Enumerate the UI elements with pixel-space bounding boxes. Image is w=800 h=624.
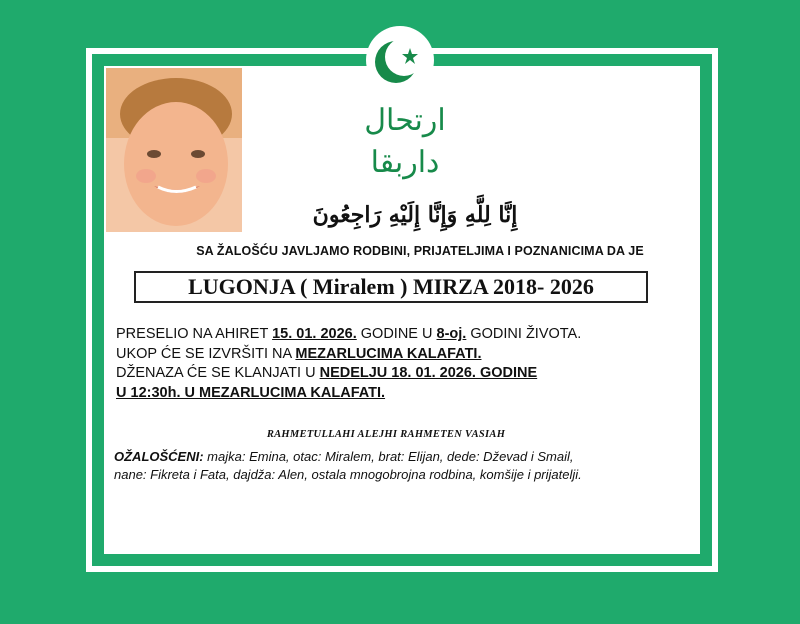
mourners-label: OŽALOŠĆENI: [114,449,204,464]
details-line-3 [116,364,696,384]
death-date: 15. 01. 2026. [272,326,357,342]
age-year: 8-oj. [436,326,467,342]
details-line-2 [116,345,696,365]
mourners-line-1 [114,448,694,466]
deceased-name-box [134,271,648,303]
details-line-3-prefix: DŽENAZA ĆE SE KLANJATI U [116,365,320,381]
details-line-2-prefix: UKOP ĆE SE IZVRŠITI NA [116,345,296,362]
prayer-line: RAHMETULLAHI ALEJHI RAHMETEN VASIAH [266,429,506,440]
details-line-1-suffix: GODINI ŽIVOTA. [466,326,582,342]
janaza-date: NEDELJU 18. 01. 2026. GODINE [319,365,538,381]
arabic-verse: إِنَّا لِلَّهِ وَإِنَّا إِلَيْهِ رَاجِعُونَ [312,202,518,228]
announcement-text: SA ŽALOŠĆU JAVLJAMO RODBINI, PRIJATELJIMA I POZNANICIMA DA JE [196,244,644,258]
portrait-photo [106,68,242,232]
arabic-calligraphy: ارتحال داربقا [364,103,446,180]
crescent-star-icon [366,26,434,94]
funeral-details [116,325,696,403]
mourners-block [114,448,694,484]
mourners-line-2: nane: Fikreta i Fata, dajdža: Alen, ostala mnogobrojna rodbina, komšije i prijatelji. [114,467,582,482]
janaza-time-place: U 12:30h. U MEZARLUCIMA KALAFATI. [116,384,386,401]
details-line-1-prefix: PRESELIO NA AHIRET [116,326,273,342]
burial-place: MEZARLUCIMA KALAFATI. [295,345,482,362]
deceased-name: LUGONJA ( Miralem ) MIRZA 2018- 2026 [188,274,594,299]
mourners-text-1: majka: Emina, otac: Miralem, brat: Elijan, dede: Dževad i Smail, [203,449,574,464]
details-line-4 [116,384,696,404]
details-line-1-mid: GODINE U [356,326,437,342]
details-line-1 [116,325,696,345]
